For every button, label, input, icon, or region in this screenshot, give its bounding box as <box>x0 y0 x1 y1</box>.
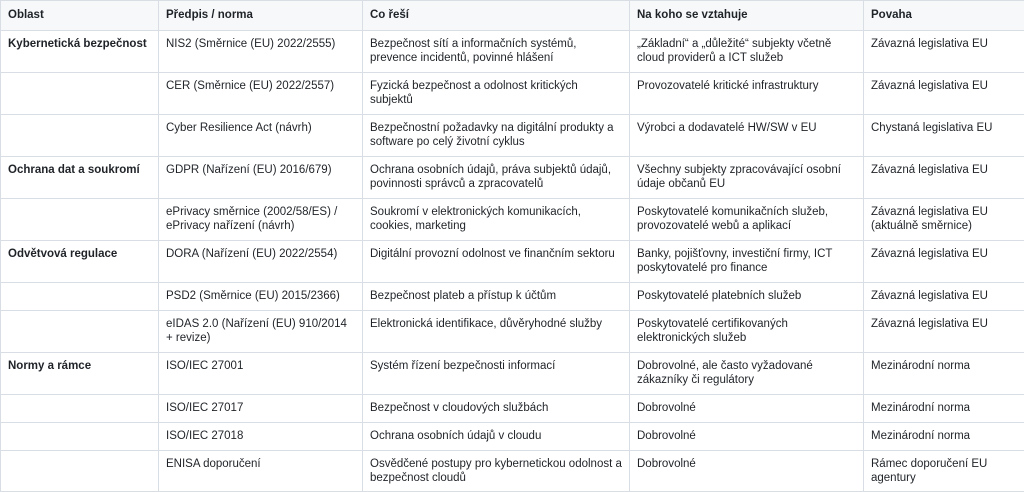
nature-cell: Závazná legislativa EU (aktuálně směrnice) <box>864 199 1024 241</box>
nature-cell: Závazná legislativa EU <box>864 311 1024 353</box>
scope-cell: Systém řízení bezpečnosti informací <box>363 353 630 395</box>
scope-cell: Ochrana osobních údajů, práva subjektů údajů, povinnosti správců a zpracovatelů <box>363 157 630 199</box>
regulation-cell: ISO/IEC 27018 <box>159 423 363 451</box>
scope-cell: Bezpečnost plateb a přístup k účtům <box>363 283 630 311</box>
area-cell: Ochrana dat a soukromí <box>1 157 159 199</box>
area-cell: Odvětvová regulace <box>1 241 159 283</box>
scope-cell: Bezpečnost sítí a informačních systémů, prevence incidentů, povinné hlášení <box>363 31 630 73</box>
scope-cell: Soukromí v elektronických komunikacích, cookies, marketing <box>363 199 630 241</box>
scope-cell: Elektronická identifikace, důvěryhodné služby <box>363 311 630 353</box>
scope-cell: Bezpečnost v cloudových službách <box>363 395 630 423</box>
area-cell <box>1 451 159 492</box>
regulation-cell: ePrivacy směrnice (2002/58/ES) / ePrivacy nařízení (návrh) <box>159 199 363 241</box>
scope-cell: Ochrana osobních údajů v cloudu <box>363 423 630 451</box>
header-nature: Povaha <box>864 1 1024 31</box>
table-row <box>1 241 1024 283</box>
nature-cell: Chystaná legislativa EU <box>864 115 1024 157</box>
nature-cell: Závazná legislativa EU <box>864 241 1024 283</box>
table-row <box>1 423 1024 451</box>
header-regulation: Předpis / norma <box>159 1 363 31</box>
nature-cell: Závazná legislativa EU <box>864 73 1024 115</box>
table-row <box>1 31 1024 73</box>
area-cell <box>1 73 159 115</box>
header-area: Oblast <box>1 1 159 31</box>
applies-to-cell: Dobrovolné, ale často vyžadované zákazníky či regulátory <box>630 353 864 395</box>
area-cell <box>1 395 159 423</box>
applies-to-cell: Dobrovolné <box>630 451 864 492</box>
applies-to-cell: Výrobci a dodavatelé HW/SW v EU <box>630 115 864 157</box>
scope-cell: Osvědčené postupy pro kybernetickou odolnost a bezpečnost cloudů <box>363 451 630 492</box>
nature-cell: Závazná legislativa EU <box>864 157 1024 199</box>
table-row <box>1 115 1024 157</box>
regulation-cell: ENISA doporučení <box>159 451 363 492</box>
header-scope: Co řeší <box>363 1 630 31</box>
nature-cell: Závazná legislativa EU <box>864 283 1024 311</box>
nature-cell: Rámec doporučení EU agentury <box>864 451 1024 492</box>
applies-to-cell: Dobrovolné <box>630 423 864 451</box>
table-row <box>1 73 1024 115</box>
regulation-cell: Cyber Resilience Act (návrh) <box>159 115 363 157</box>
regulation-cell: DORA (Nařízení (EU) 2022/2554) <box>159 241 363 283</box>
nature-cell: Mezinárodní norma <box>864 423 1024 451</box>
applies-to-cell: Banky, pojišťovny, investiční firmy, ICT poskytovatelé pro finance <box>630 241 864 283</box>
table-row <box>1 283 1024 311</box>
regulation-cell: eIDAS 2.0 (Nařízení (EU) 910/2014 + revize) <box>159 311 363 353</box>
table-row <box>1 395 1024 423</box>
table-row <box>1 199 1024 241</box>
scope-cell: Fyzická bezpečnost a odolnost kritických subjektů <box>363 73 630 115</box>
nature-cell: Mezinárodní norma <box>864 353 1024 395</box>
area-cell <box>1 199 159 241</box>
area-cell <box>1 423 159 451</box>
regulation-cell: NIS2 (Směrnice (EU) 2022/2555) <box>159 31 363 73</box>
area-cell <box>1 283 159 311</box>
regulation-cell: ISO/IEC 27017 <box>159 395 363 423</box>
regulation-cell: CER (Směrnice (EU) 2022/2557) <box>159 73 363 115</box>
nature-cell: Závazná legislativa EU <box>864 31 1024 73</box>
applies-to-cell: Provozovatelé kritické infrastruktury <box>630 73 864 115</box>
table-row <box>1 451 1024 492</box>
regulation-cell: ISO/IEC 27001 <box>159 353 363 395</box>
nature-cell: Mezinárodní norma <box>864 395 1024 423</box>
table-row <box>1 311 1024 353</box>
regulation-cell: GDPR (Nařízení (EU) 2016/679) <box>159 157 363 199</box>
area-cell <box>1 115 159 157</box>
table-row <box>1 353 1024 395</box>
applies-to-cell: Poskytovatelé platebních služeb <box>630 283 864 311</box>
applies-to-cell: Všechny subjekty zpracovávající osobní údaje občanů EU <box>630 157 864 199</box>
table-header-row <box>1 1 1024 31</box>
area-cell <box>1 311 159 353</box>
applies-to-cell: Dobrovolné <box>630 395 864 423</box>
area-cell: Kybernetická bezpečnost <box>1 31 159 73</box>
header-applies-to: Na koho se vztahuje <box>630 1 864 31</box>
applies-to-cell: Poskytovatelé certifikovaných elektronických služeb <box>630 311 864 353</box>
regulation-cell: PSD2 (Směrnice (EU) 2015/2366) <box>159 283 363 311</box>
scope-cell: Digitální provozní odolnost ve finančním sektoru <box>363 241 630 283</box>
area-cell: Normy a rámce <box>1 353 159 395</box>
applies-to-cell: Poskytovatelé komunikačních služeb, provozovatelé webů a aplikací <box>630 199 864 241</box>
scope-cell: Bezpečnostní požadavky na digitální produkty a software po celý životní cyklus <box>363 115 630 157</box>
table-row <box>1 157 1024 199</box>
applies-to-cell: „Základní“ a „důležité“ subjekty včetně cloud providerů a ICT služeb <box>630 31 864 73</box>
